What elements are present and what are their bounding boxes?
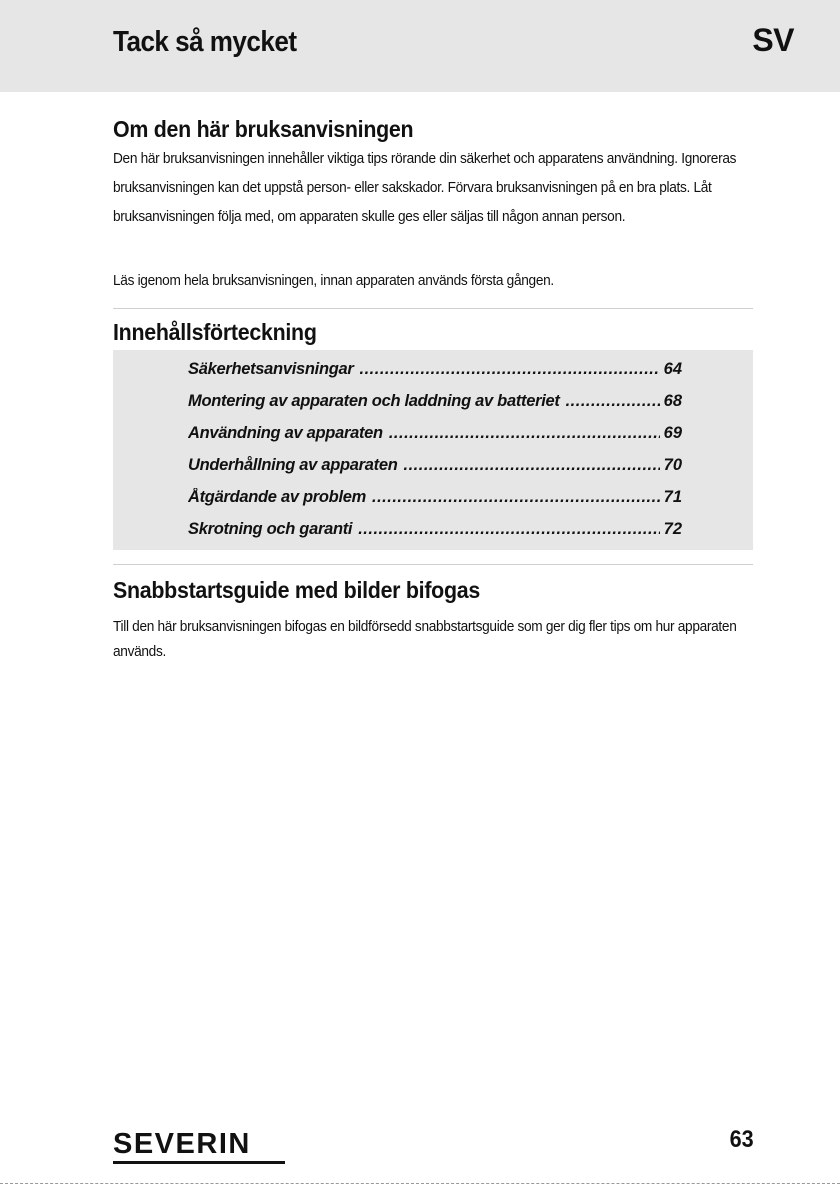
toc-entry xyxy=(188,456,682,480)
toc-leader-dots xyxy=(360,360,660,379)
section-divider xyxy=(113,308,753,309)
about-paragraph: Den här bruksanvisningen innehåller viktiga tips rörande din säkerhet och apparatens användning. Ignoreras bruksanvisningen kan det uppstå person- eller sakskador. Förvara bruksanvisningen på en bra plats. Låt bruksanvisningen följa med, om apparaten skulle ges eller säljas till någon annan person. xyxy=(113,150,737,225)
toc-entry-page: 69 xyxy=(663,424,682,442)
severin-logo xyxy=(113,1128,285,1164)
toc-entry-title: Användning av apparaten xyxy=(188,424,383,442)
toc-entry xyxy=(188,392,682,416)
language-code: SV xyxy=(752,22,794,58)
toc-entry-page: 68 xyxy=(663,392,682,410)
toc-entry xyxy=(188,520,682,544)
toc-entry-page: 70 xyxy=(663,456,682,474)
toc-leader-dots xyxy=(372,488,660,507)
logo-underline xyxy=(113,1161,285,1164)
toc-entry-title: Säkerhetsanvisningar xyxy=(188,360,354,378)
toc-entry-title: Underhållning av apparaten xyxy=(188,456,398,474)
toc-entry-page: 72 xyxy=(663,520,682,538)
brand-name: SEVERIN xyxy=(113,1128,251,1160)
page-title: Tack så mycket xyxy=(113,26,297,58)
toc-heading: Innehållsförteckning xyxy=(113,319,317,345)
toc-leader-dots xyxy=(404,456,660,475)
toc-entry xyxy=(188,424,682,448)
toc-leader-dots xyxy=(389,424,660,443)
toc-entry-page: 64 xyxy=(663,360,682,378)
toc-entry-title: Montering av apparaten och laddning av batteriet xyxy=(188,392,560,410)
about-read-note: Läs igenom hela bruksanvisningen, innan apparaten används första gången. xyxy=(113,272,554,289)
page-number: 63 xyxy=(729,1126,754,1153)
toc-entry-title: Åtgärdande av problem xyxy=(188,488,366,506)
about-heading: Om den här bruksanvisningen xyxy=(113,116,414,142)
quickstart-paragraph: Till den här bruksanvisningen bifogas en bildförsedd snabbstartsguide som ger dig fler tips om hur apparaten används. xyxy=(113,618,737,660)
toc-entry-page: 71 xyxy=(663,488,682,506)
section-divider xyxy=(113,564,753,565)
toc-leader-dots xyxy=(566,392,660,411)
toc-entry xyxy=(188,360,682,384)
toc-entry-title: Skrotning och garanti xyxy=(188,520,353,538)
toc-leader-dots xyxy=(358,520,659,539)
toc-entry xyxy=(188,488,682,512)
page-trim-line xyxy=(0,1183,840,1184)
quickstart-heading: Snabbstartsguide med bilder bifogas xyxy=(113,577,481,603)
